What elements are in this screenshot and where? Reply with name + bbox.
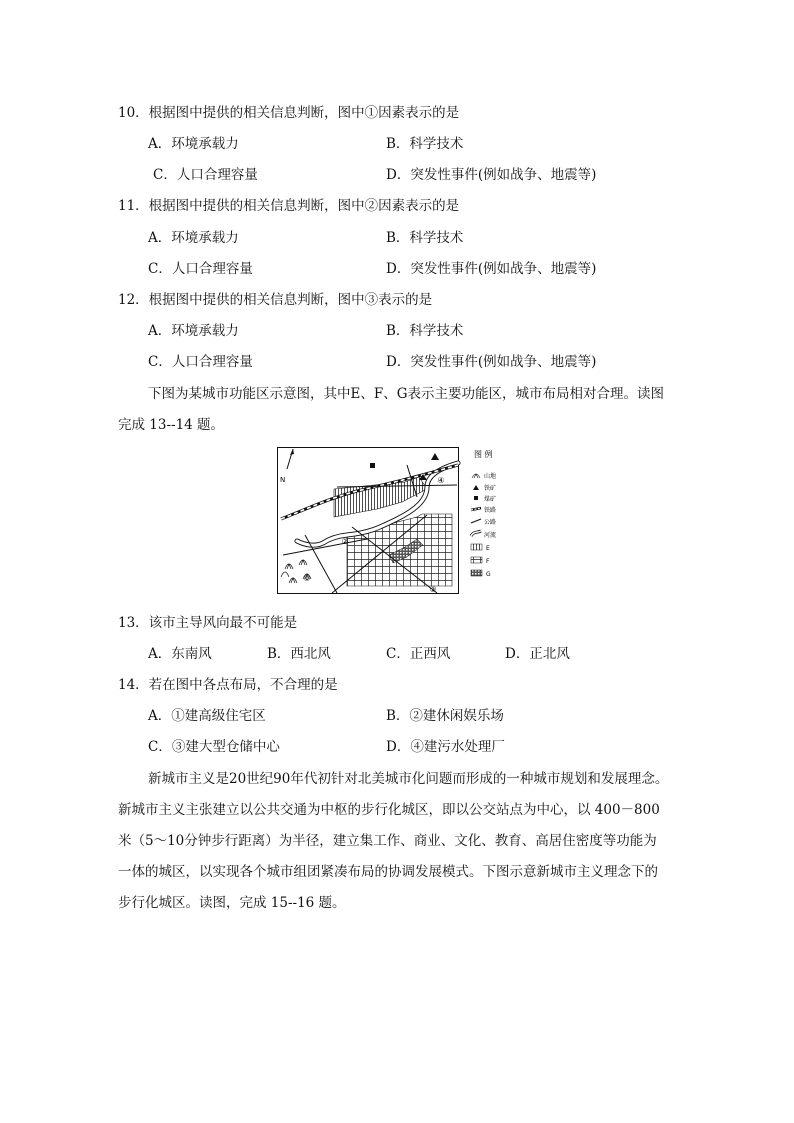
legend-coal: 煤矿 xyxy=(484,496,497,503)
coal-mine-icon xyxy=(370,463,375,468)
question-10-stem: 10．根据图中提供的相关信息判断，图中①因素表示的是 xyxy=(118,105,460,121)
marker-4: ④ xyxy=(437,476,445,485)
legend-river: 河流 xyxy=(484,532,497,539)
marker-2: ② xyxy=(341,537,349,546)
question-14-option-d: D．④建污水处理厂 xyxy=(386,739,505,755)
coal-mine-icon xyxy=(474,496,478,500)
marker-1: ① xyxy=(303,574,311,583)
question-10-option-b: B．科学技术 xyxy=(386,136,464,152)
intro-13-14-line-1: 下图为某城市功能区示意图，其中E、F、G表示主要功能区，城市布局相对合理。读图 xyxy=(148,386,665,402)
intro-15-16-line-2: 新城市主义主张建立以公共交通为中枢的步行化城区，即以公交站点为中心，以 400－800 xyxy=(118,802,660,818)
question-11-option-a: A．环境承载力 xyxy=(148,230,239,246)
question-10-option-d: D．突发性事件(例如战争、地震等) xyxy=(386,167,597,183)
question-13-stem: 13．该市主导风向最不可能是 xyxy=(118,615,298,631)
question-14-stem: 14．若在图中各点布局，不合理的是 xyxy=(118,677,338,693)
intro-13-14-line-2: 完成 13--14 题。 xyxy=(118,417,225,433)
question-12-option-c: C．人口合理容量 xyxy=(148,354,253,370)
north-label: N xyxy=(280,476,286,484)
legend-f: F xyxy=(486,558,490,565)
legend-g: G xyxy=(486,571,491,578)
question-13-option-c: C．正西风 xyxy=(386,646,451,662)
intro-15-16-line-5: 步行化城区。读图，完成 15--16 题。 xyxy=(118,895,346,911)
intro-15-16-line-1: 新城市主义是20世纪90年代初针对北美城市化问题而形成的一种城市规划和发展理念。 xyxy=(148,771,669,787)
question-12-option-b: B．科学技术 xyxy=(386,323,464,339)
zone-f-swatch xyxy=(471,557,482,563)
question-11-option-d: D．突发性事件(例如战争、地震等) xyxy=(386,261,597,277)
question-11-option-c: C．人口合理容量 xyxy=(148,261,253,277)
question-12-stem: 12．根据图中提供的相关信息判断，图中③表示的是 xyxy=(118,292,433,308)
question-13-option-a: A．东南风 xyxy=(148,646,212,662)
legend-mountain: 山地 xyxy=(484,473,497,480)
iron-mine-icon xyxy=(473,485,479,490)
question-13-option-d: D．正北风 xyxy=(505,646,570,662)
legend-road: 公路 xyxy=(484,519,497,526)
marker-3: ③ xyxy=(429,585,437,594)
mountain-icon xyxy=(472,474,480,478)
legend-e: E xyxy=(486,545,490,552)
map-legend xyxy=(471,449,496,578)
question-11-option-b: B．科学技术 xyxy=(386,230,464,246)
question-13-option-b: B．西北风 xyxy=(267,646,331,662)
legend-railway: 铁路 xyxy=(484,507,497,514)
question-11-stem: 11．根据图中提供的相关信息判断，图中②因素表示的是 xyxy=(118,198,460,214)
intro-15-16-line-4: 一体的城区，以实现各个城市组团紧凑布局的协调发展模式。下图示意新城市主义理念下的 xyxy=(118,864,658,880)
zone-g-swatch xyxy=(471,570,482,576)
question-14-option-b: B．②建休闲娱乐场 xyxy=(386,708,504,724)
road-icon xyxy=(471,519,481,523)
legend-iron: 铁矿 xyxy=(484,485,497,492)
question-10-option-a: A．环境承载力 xyxy=(148,136,239,152)
question-12-option-d: D．突发性事件(例如战争、地震等) xyxy=(386,354,597,370)
intro-15-16-line-3: 米（5～10分钟步行距离）为半径，建立集工作、商业、文化、教育、高居住密度等功能为 xyxy=(118,833,657,849)
legend-title: 图 例 xyxy=(474,450,493,459)
question-10-option-c: C．人口合理容量 xyxy=(153,167,258,183)
question-14-option-a: A．①建高级住宅区 xyxy=(148,708,266,724)
question-12-option-a: A．环境承载力 xyxy=(148,323,239,339)
question-14-option-c: C．③建大型仓储中心 xyxy=(148,739,280,755)
zone-e-swatch xyxy=(471,544,482,550)
city-function-map xyxy=(277,447,515,594)
